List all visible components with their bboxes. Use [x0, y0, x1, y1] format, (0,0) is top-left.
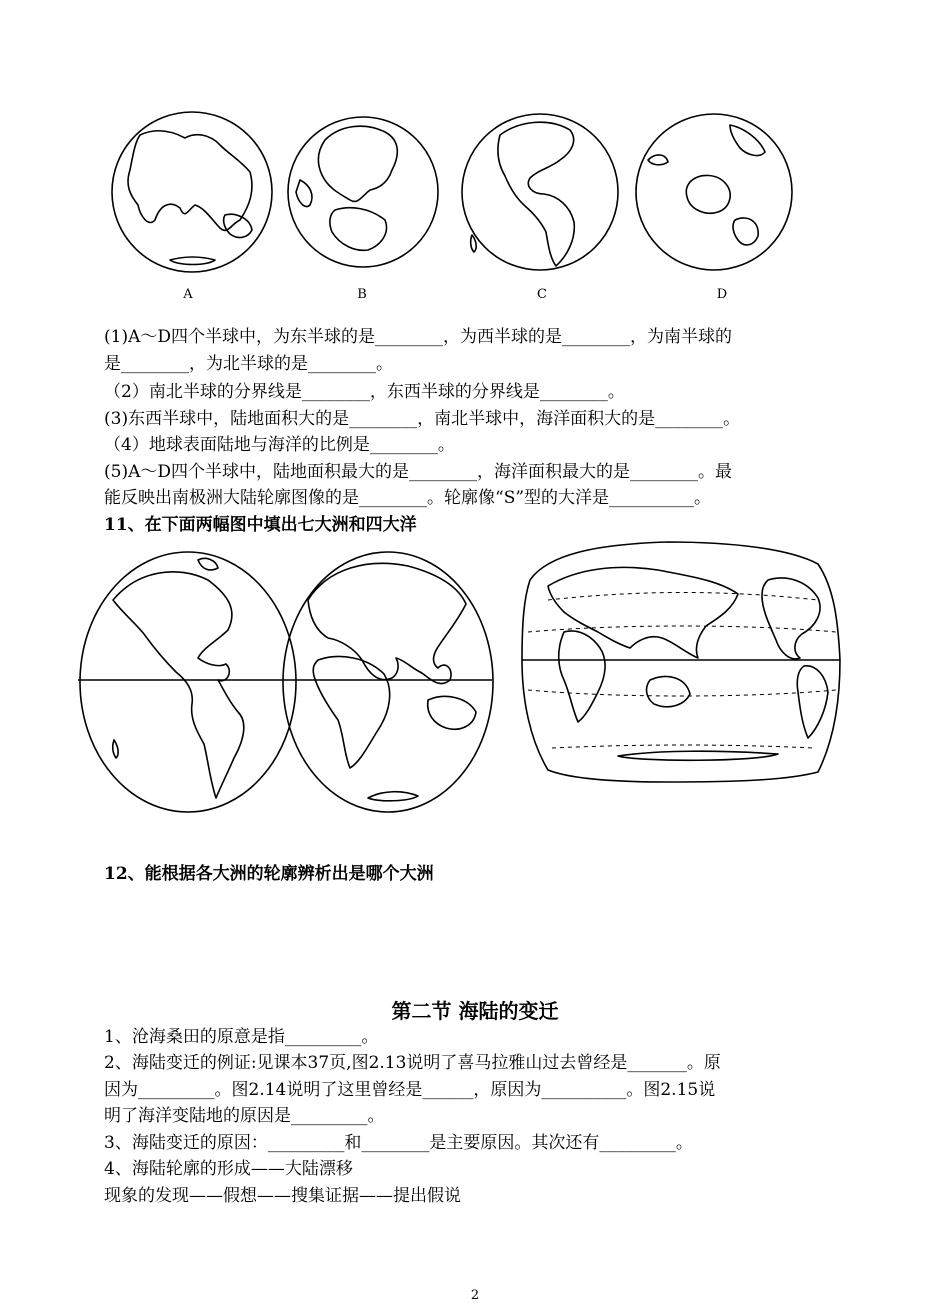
section-item-2-line-1: 2、海陆变迁的例证:见课本37页,图2.13说明了喜马拉雅山过去曾经是_______。原: [104, 1053, 721, 1073]
section-item-2-line-2: 因为_________。图2.14说明了这里曾经是______，原因为__________。图2.15说: [104, 1080, 716, 1100]
world-maps-figure: [78, 540, 848, 840]
globe-d: [636, 114, 792, 302]
page-number: 2: [470, 1288, 480, 1303]
question-1-line-1: (1)A～D四个半球中，为东半球的是________，为西半球的是________，为南半球的: [104, 327, 732, 347]
globe-c: [462, 114, 618, 302]
globe-b: [288, 117, 438, 302]
section-item-5: 现象的发现——假想——搜集证据——提出假说: [104, 1186, 461, 1206]
section-item-3: 3、海陆变迁的原因：_________和________是主要原因。其次还有_________。: [104, 1133, 693, 1153]
question-12: 12、能根据各大洲的轮廓辨析出是哪个大洲: [104, 864, 434, 884]
question-3: (3)东西半球中，陆地面积大的是________，南北半球中，海洋面积大的是________。: [104, 409, 741, 429]
section-item-2-line-3: 明了海洋变陆地的原因是_________。: [104, 1106, 385, 1126]
world-map: [522, 542, 840, 782]
western-hemisphere-map: [80, 552, 296, 812]
question-5-line-1: (5)A～D四个半球中，陆地面积最大的是________，海洋面积最大的是________。最: [104, 462, 732, 482]
section-title: 第二节 海陆的变迁: [391, 999, 559, 1023]
question-5-line-2: 能反映出南极洲大陆轮廓图像的是________。轮廓像“S”型的大洋是__________。: [104, 488, 712, 508]
section-item-1: 1、沧海桑田的原意是指_________。: [104, 1027, 379, 1047]
eastern-hemisphere-map: [283, 552, 493, 812]
label-b: B: [357, 287, 367, 302]
globe-a: [112, 112, 272, 302]
question-11: 11、在下面两幅图中填出七大洲和四大洋: [104, 515, 417, 535]
question-2: （2）南北半球的分界线是________，东西半球的分界线是________。: [104, 382, 625, 402]
label-c: C: [537, 287, 547, 302]
label-a: A: [183, 287, 193, 302]
question-1-line-2: 是________，为北半球的是________。: [104, 354, 393, 374]
label-d: D: [716, 287, 728, 302]
hemispheres-figure: [100, 110, 800, 310]
section-item-4: 4、海陆轮廓的形成——大陆漂移: [104, 1159, 353, 1179]
question-4: （4）地球表面陆地与海洋的比例是________。: [104, 435, 455, 455]
